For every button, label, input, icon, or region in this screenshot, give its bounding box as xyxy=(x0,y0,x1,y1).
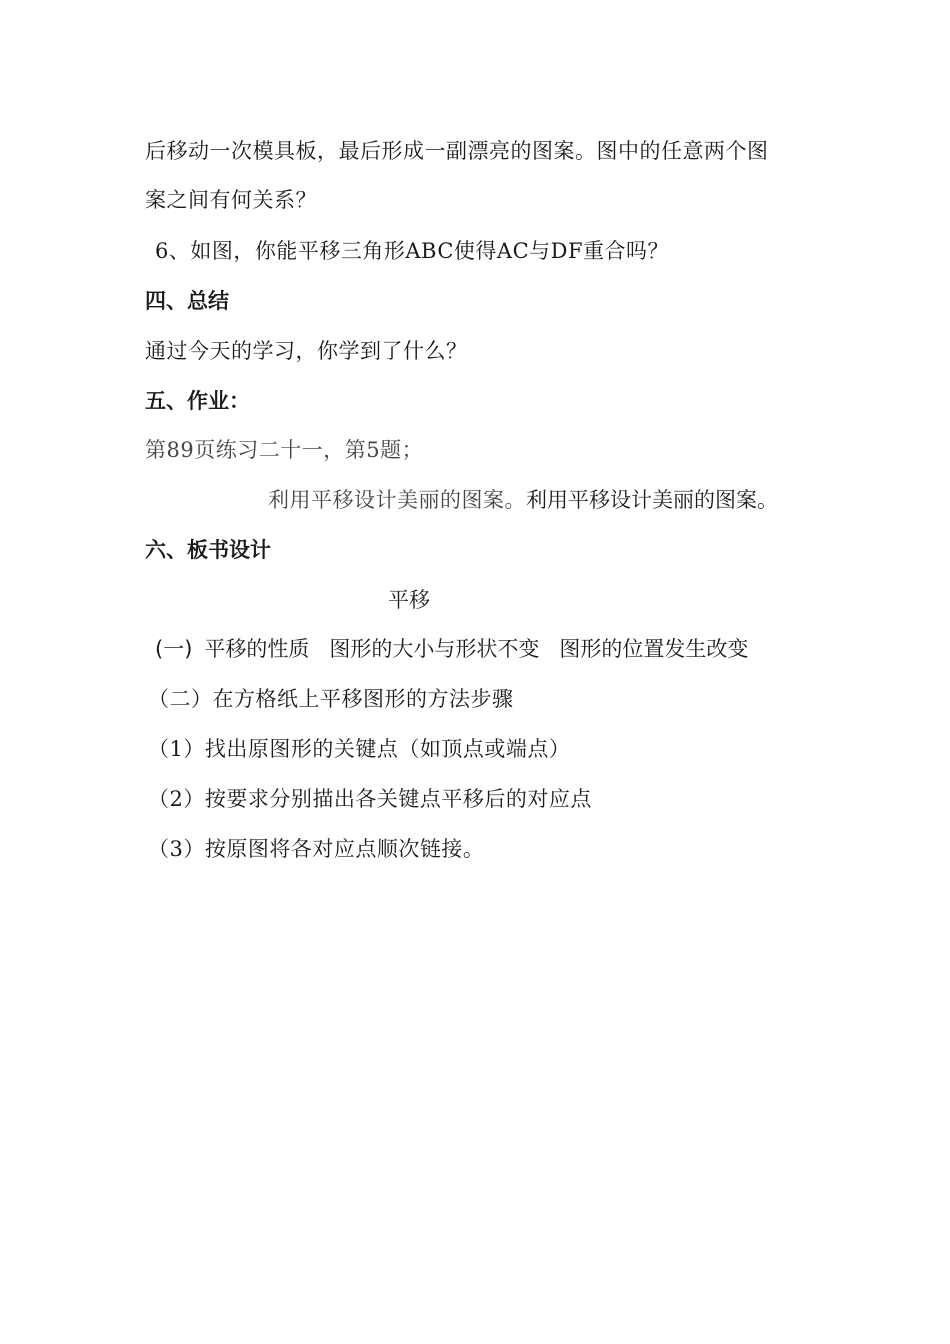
property-position: 图形的位置发生改变 xyxy=(559,637,749,661)
homework-text: 第89页练习二十一，第5题； xyxy=(145,438,424,462)
board-item-method: （二）在方格纸上平移图形的方法步骤 xyxy=(148,687,514,711)
section-heading-homework: 五、作业： xyxy=(145,389,250,413)
paragraph-line: 后移动一次模具板，最后形成一副漂亮的图案。图中的任意两个图 xyxy=(145,139,769,163)
design-task-sans: 利用平移设计美丽的图案。 xyxy=(526,488,778,512)
section-heading-board-design: 六、板书设计 xyxy=(145,538,271,562)
homework-design-line xyxy=(268,486,778,514)
method-step-1: （1）找出原图形的关键点（如顶点或端点） xyxy=(148,737,571,761)
section-heading-summary: 四、总结 xyxy=(145,289,229,313)
question-6: 6、如图，你能平移三角形ABC使得AC与DF重合吗？ xyxy=(155,239,670,263)
paragraph-line: 案之间有何关系？ xyxy=(145,188,317,212)
property-label: 平移的性质 xyxy=(204,637,310,661)
method-step-2: （2）按要求分别描出各关键点平移后的对应点 xyxy=(148,787,592,811)
summary-text: 通过今天的学习，你学到了什么？ xyxy=(145,339,468,363)
board-title: 平移 xyxy=(388,588,430,612)
method-step-3: （3）按原图将各对应点顺次链接。 xyxy=(148,837,485,861)
design-task-serif: 利用平移设计美丽的图案。 xyxy=(268,488,526,512)
item-number: (一) xyxy=(155,637,193,661)
board-item-properties xyxy=(155,635,748,663)
property-size-shape: 图形的大小与形状不变 xyxy=(329,637,540,661)
